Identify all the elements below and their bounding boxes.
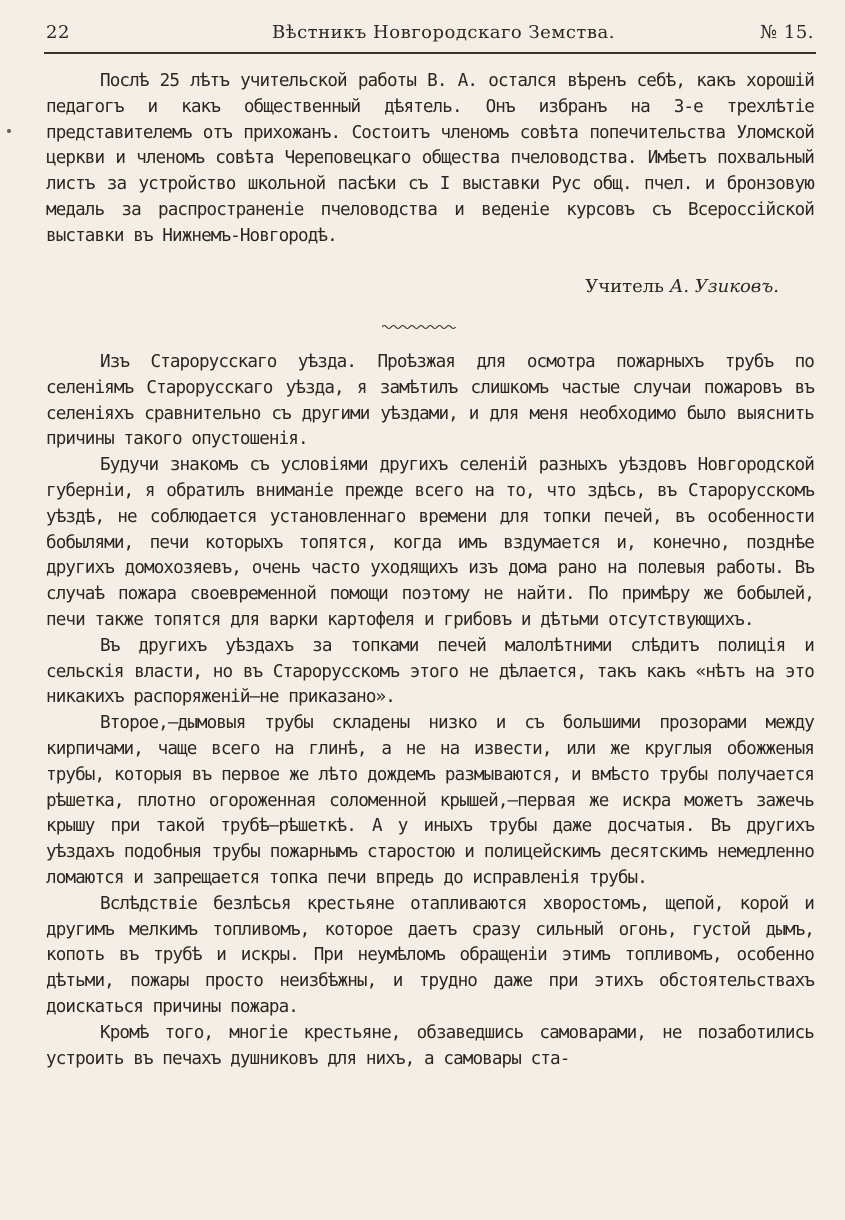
article-2-paragraph-1	[46, 350, 814, 453]
issue-number: № 15.	[760, 22, 814, 43]
signature-prefix: Учитель	[585, 276, 664, 297]
journal-title: Вѣстникъ Новгородскаго Земства.	[272, 22, 615, 43]
page-number: 22	[46, 22, 70, 43]
section-divider-ornament	[382, 322, 456, 332]
article-1-paragraph: Послѣ 25 лѣтъ учительской работы В. А. остался вѣренъ себѣ, какъ хорошій педагогъ и какъ общественный дѣятель. Онъ избранъ на 3-е трехлѣтіе представителемъ отъ прихожанъ. Состоитъ членомъ совѣта попечительства Уломской церкви и членомъ совѣта Череповецкаго общества пчеловодства. Имѣетъ похвальный листъ за устройство школьной пасѣки съ I выставки Рус общ. пчел. и бронзовую медаль за распространеніе пчеловодства и веденіе курсовъ съ Всероссійской выставки въ Нижнемъ-Новгородѣ.	[46, 71, 814, 246]
article-2-paragraph-4: Второе,—дымовыя трубы складены низко и съ большими прозорами между кирпичами, чаще всего на глинѣ, а не на извести, или же круглыя обожженыя трубы, которыя въ первое же лѣто дождемъ размываются, и вмѣсто трубы получается рѣшетка, плотно огороженная соломенной крышей,—первая же искра можетъ зажечь крышу при такой трубѣ—рѣшеткѣ. А у иныхъ трубы даже досчатыя. Въ другихъ уѣздахъ подобныя трубы пожарнымъ старостою и полицейскимъ десятскимъ немедленно ломаются и запрещается топка печи впредь до исправленія трубы.	[46, 713, 814, 888]
article-2-paragraph-3: Въ другихъ уѣздахъ за топками печей малолѣтними слѣдитъ полиція и сельскія власти, но въ Старорусскомъ этого не дѣлается, такъ какъ «нѣтъ на это никакихъ распоряженій—не приказано».	[46, 635, 814, 708]
header-rule	[44, 52, 816, 54]
margin-speck	[7, 129, 11, 133]
article-2-paragraph-6: Кромѣ того, многіе крестьяне, обзаведшись самоварами, не позаботились устроить въ печахъ душниковъ для нихъ, а самовары ста-	[46, 1022, 814, 1069]
article-2-paragraph-2: Будучи знакомъ съ условіями другихъ селеній разныхъ уѣздовъ Новгородской губерніи, я обратилъ вниманіе прежде всего на то, что здѣсь, въ Старорусскомъ уѣздѣ, не соблюдается установленнаго времени для топки печей, въ особенности бобылями, печи которыхъ топятся, когда имъ вздумается и, конечно, позднѣе другихъ домохозяевъ, очень часто уходящихъ изъ дома рано на полевыя работы. Въ случаѣ пожара своевременной помощи поэтому не найти. По примѣру же бобылей, печи также топятся для варки картофеля и грибовъ и дѣтьми отсутствующихъ.	[46, 455, 814, 630]
signature	[585, 276, 779, 297]
article-2-heading: Изъ Старорусскаго уѣзда.	[100, 352, 357, 372]
article-2-paragraph-5: Вслѣдствіе безлѣсья крестьяне отапливаются хворостомъ, щепой, корой и другимъ мелкимъ топливомъ, которое даетъ сразу сильный огонь, густой дымъ, копоть въ трубѣ и искры. При неумѣломъ обращеніи этимъ топливомъ, особенно дѣтьми, пожары просто неизбѣжны, и трудно даже при этихъ обстоятельствахъ доискаться причины пожара.	[46, 893, 814, 1017]
page-header	[46, 22, 814, 52]
signature-name: А. Узиковъ.	[669, 276, 779, 297]
article-2	[46, 350, 814, 1072]
article-2-paragraph-1-text: Проѣзжая для осмотра пожарныхъ трубъ по селеніямъ Старорусскаго уѣзда, я замѣтилъ слишкомъ частые случаи пожаровъ въ селеніяхъ сравнительно съ другими уѣздами, и для меня необходимо было выяснить причины такого опустошенія.	[46, 352, 814, 450]
article-1	[46, 69, 814, 250]
